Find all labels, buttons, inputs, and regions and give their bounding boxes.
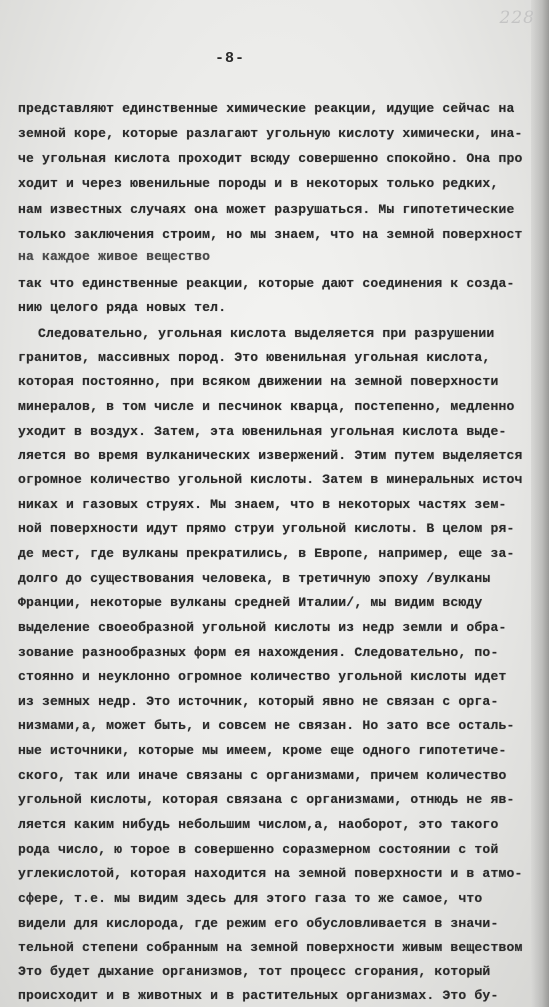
text-line: Франции, некоторые вулканы средней Италии/, мы видим всюду [18, 595, 483, 610]
text-line: зование разнообразных форм ея нахождения. Следовательно, по- [18, 645, 499, 660]
text-line: которая постоянно, при всяком движении на земной поверхности [18, 374, 499, 389]
text-line: никах и газовых струях. Мы знаем, что в некоторых частях зем- [18, 497, 507, 512]
text-line: ходит и через ювенильные породы и в некоторых только редких, [18, 176, 499, 191]
text-line: уходит в воздух. Затем, эта ювенильная угольная кислота выде- [18, 424, 507, 439]
text-line: минералов, в том числе и песчинок кварца, постепенно, медленно [18, 399, 515, 414]
text-line: происходит и в животных и в растительных организмах. Это бу- [18, 988, 499, 1003]
text-line: ные источники, которые мы имеем, кроме еще одного гипотетиче- [18, 743, 507, 758]
text-line: че угольная кислота проходит всюду совершенно спокойно. Она про [18, 151, 523, 166]
text-line: сфере, т.е. мы видим здесь для этого газа то же самое, что [18, 891, 483, 906]
text-line: нам известных случаях она может разрушаться. Мы гипотетические [18, 202, 515, 217]
text-line: нию целого ряда новых тел. [18, 300, 227, 315]
text-line: только заключения строим, но мы знаем, что на земной поверхност [18, 227, 523, 242]
text-line: низмами,а, может быть, и совсем не связан. Но зато все осталь- [18, 718, 515, 733]
archive-folio-number: 228 [499, 8, 535, 28]
text-line: углекислотой, которая находится на земной поверхности и в атмо- [18, 866, 523, 881]
text-line: тельной степени собранным на земной поверхности живым веществом [18, 940, 523, 955]
text-line: рода число, ю торое в совершенно соразмерном состоянии с той [18, 842, 499, 857]
text-line: долго до существования человека, в третичную эпоху /вулканы [18, 571, 491, 586]
text-line: ной поверхности идут прямо струи угольной кислоты. В целом ря- [18, 521, 515, 536]
text-line: де мест, где вулканы прекратились, в Европе, например, еще за- [18, 546, 515, 561]
page-edge-shadow [531, 0, 549, 1007]
text-line: огромное количество угольной кислоты. Затем в минеральных источ [18, 472, 523, 487]
text-line: ляется каким нибудь небольшим числом,а, наоборот, это такого [18, 817, 499, 832]
text-line: представляют единственные химические реакции, идущие сейчас на [18, 101, 515, 116]
text-line: гранитов, массивных пород. Это ювенильная угольная кислота, [18, 350, 491, 365]
paragraph-first-line: Следовательно, угольная кислота выделяется при разрушении [38, 326, 495, 341]
text-line: стоянно и неуклонно огромное количество угольной кислоты идет [18, 669, 507, 684]
text-line: из земных недр. Это источник, который явно не связан с орга- [18, 694, 499, 709]
text-line: угольной кислоты, которая связана с организмами, отнюдь не яв- [18, 792, 515, 807]
text-line: земной коре, которые разлагают угольную кислоту химически, ина- [18, 126, 523, 141]
text-line: выделение своеобразной угольной кислоты из недр земли и обра- [18, 620, 507, 635]
page-number: -8- [214, 50, 245, 67]
text-line: так что единственные реакции, которые дают соединения к созда- [18, 276, 515, 291]
text-line: Это будет дыхание организмов, тот процесс сгорания, который [18, 964, 491, 979]
text-line: ского, так или иначе связаны с организмами, причем количество [18, 768, 507, 783]
text-line: видели для кислорода, где режим его обусловливается в значи- [18, 916, 499, 931]
text-line: на каждое живое вещество [18, 249, 211, 264]
text-line: ляется во время вулканических извержений. Этим путем выделяется [18, 448, 523, 463]
